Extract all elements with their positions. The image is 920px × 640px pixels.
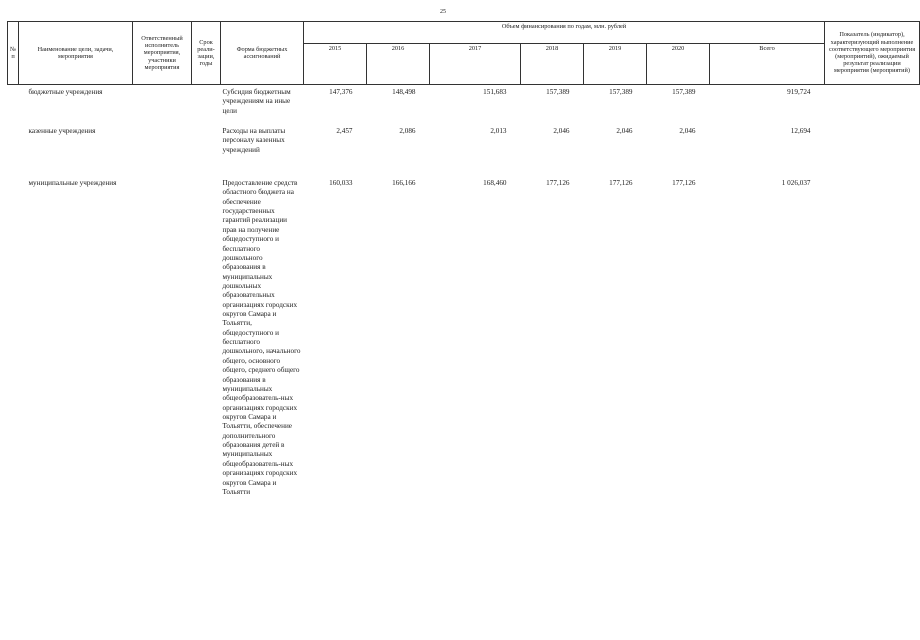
row-name: бюджетные учреждения	[28, 88, 103, 96]
header-year-2019: 2019	[584, 44, 647, 85]
row-value-2019: 157,389	[609, 88, 633, 96]
header-year-2020: 2020	[647, 44, 710, 85]
row-value-2020: 177,126	[672, 179, 696, 187]
header-num: № п	[8, 22, 19, 85]
header-year-2017: 2017	[430, 44, 521, 85]
row-name: муниципальные учреждения	[28, 179, 117, 187]
header-year-2015: 2015	[304, 44, 367, 85]
row-value-2018: 157,389	[546, 88, 570, 96]
row-value-2016: 2,086	[399, 127, 416, 135]
header-total: Всего	[710, 44, 825, 85]
row-value-total: 12,694	[790, 127, 811, 135]
row-value-2019: 177,126	[609, 179, 633, 187]
header-indicator: Показатель (индикатор), характеризующий выполнение соответствующего мероприятия (мероприятий), ожидаемый результат реализации мероприятия (мероприятий)	[825, 22, 920, 85]
row-value-2015: 2,457	[336, 127, 353, 135]
header-funding: Объем финансирования по годам, млн. рублей	[304, 22, 825, 44]
row-value-2015: 147,376	[329, 88, 353, 96]
page-number: 25	[440, 9, 446, 15]
table-row	[8, 126, 920, 178]
table-row	[8, 178, 920, 498]
row-value-total: 1 026,037	[781, 179, 811, 187]
row-value-2020: 157,389	[672, 88, 696, 96]
row-value-2015: 160,033	[329, 179, 353, 187]
header-row-top	[8, 22, 920, 44]
row-value-2017: 168,460	[483, 179, 507, 187]
header-form: Форма бюджетных ассигнований	[221, 22, 304, 85]
header-year-2018: 2018	[521, 44, 584, 85]
row-name: казенные учреждения	[28, 127, 96, 135]
row-value-2018: 2,046	[553, 127, 570, 135]
row-value-2018: 177,126	[546, 179, 570, 187]
row-form: Субсидия бюджетным учреждениям на иные цели	[222, 88, 291, 115]
row-value-2019: 2,046	[616, 127, 633, 135]
row-value-total: 919,724	[787, 88, 811, 96]
row-form: Предоставление средств областного бюджета на обеспечение государственных гарантий реализации прав на получение общедоступного и бесплатного дошкольного образования в муниципальных дошкольных образовательных организациях городских округов Самара и Тольятти, общедоступного и бесплатного дошкольного, начального общего, основного общего, среднего общего образования в муниципальных общеобразователь-ных организациях городских округов Самара и Тольятти, обеспечение дополнительного образования детей в муниципальных общеобразователь-ных организациях городских округов Самара и Тольятти	[222, 179, 301, 496]
header-executor: Ответственный исполнитель мероприятия, участники мероприятия	[133, 22, 192, 85]
table-row	[8, 85, 920, 127]
header-period: Срок реали-зации, годы	[192, 22, 221, 85]
row-value-2020: 2,046	[679, 127, 696, 135]
row-form: Расходы на выплаты персоналу казенных учреждений	[222, 127, 286, 154]
row-value-2017: 2,013	[490, 127, 507, 135]
funding-table	[7, 21, 920, 498]
row-value-2016: 166,166	[392, 179, 416, 187]
row-value-2016: 148,498	[392, 88, 416, 96]
row-value-2017: 151,683	[483, 88, 507, 96]
header-year-2016: 2016	[367, 44, 430, 85]
header-name: Наименование цели, задачи, мероприятия	[19, 22, 133, 85]
